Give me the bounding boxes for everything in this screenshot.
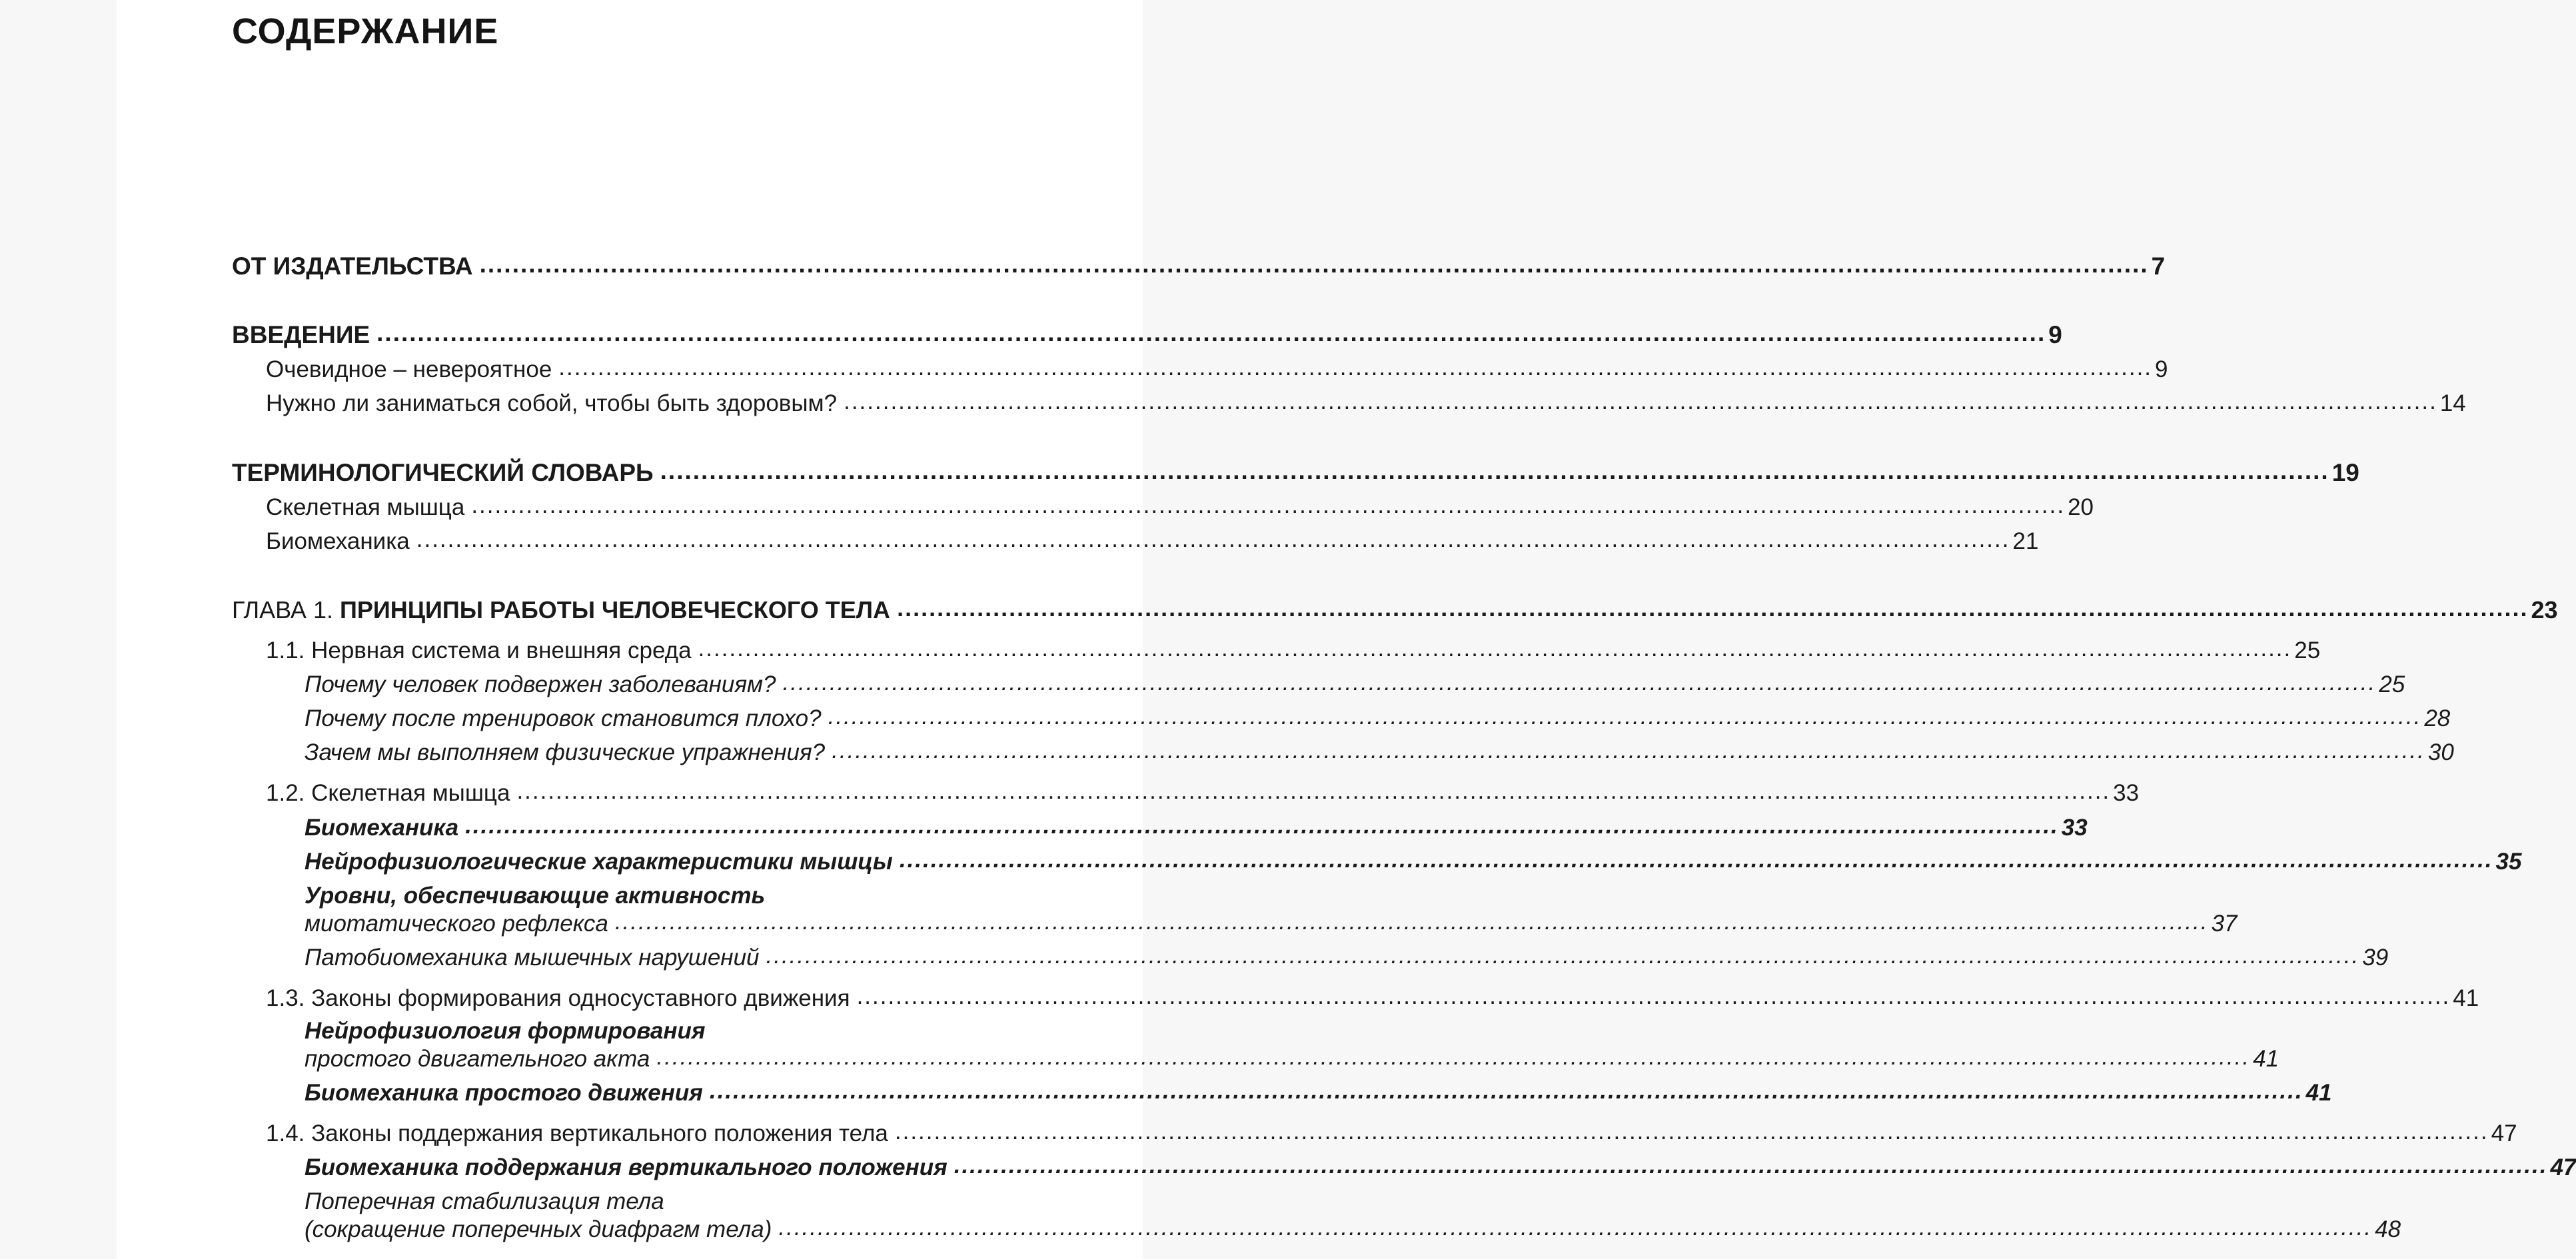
toc-page-number: 37 — [2211, 911, 2238, 937]
toc-page-number: 25 — [2379, 671, 2405, 697]
toc-page-number: 21 — [2012, 528, 2039, 554]
toc-entry-label-line1: Уровни, обеспечивающие активность — [305, 883, 766, 909]
toc-entry-label: Нужно ли заниматься собой, чтобы быть здоровым? — [266, 390, 838, 416]
toc-leader: ............................................................................................................................................................................................................ — [778, 1214, 2373, 1240]
toc-leader: ............................................................................................................................................................................................................ — [614, 909, 2209, 935]
toc-entry-label: Скелетная мышца — [266, 494, 465, 520]
toc-entry-label: 1.4. Законы поддержания вертикального положения тела — [266, 1120, 888, 1146]
toc-leader: ............................................................................................................................................................................................................ — [558, 354, 2153, 380]
toc-entry — [266, 635, 2321, 664]
toc-entry-label: ОТ ИЗДАТЕЛЬСТВА — [232, 252, 473, 280]
toc-page-number: 41 — [2253, 1046, 2279, 1072]
toc-page-number: 41 — [2305, 1080, 2332, 1106]
toc-page-number: 33 — [2061, 815, 2088, 841]
toc-page-number: 33 — [2113, 780, 2140, 806]
toc-entry — [232, 319, 2062, 349]
toc-entry-label: ТЕРМИНОЛОГИЧЕСКИЙ СЛОВАРЬ — [232, 459, 654, 486]
toc-page-number: 23 — [2531, 596, 2558, 624]
toc-leader: ............................................................................................................................................................................................................ — [660, 457, 2329, 484]
toc-entry-label: ПРИНЦИПЫ РАБОТЫ ЧЕЛОВЕЧЕСКОГО ТЕЛА — [339, 596, 891, 624]
toc-entry-label: Почему после тренировок становится плохо? — [305, 705, 822, 731]
toc-entry-label: Зачем мы выполняем физические упражнения? — [305, 739, 826, 765]
toc-entry-label-line1: Нейрофизиология формирования — [305, 1018, 706, 1044]
toc-leader: ............................................................................................................................................................................................................ — [471, 492, 2066, 518]
toc-entry — [305, 943, 2389, 971]
toc-page-number: 47 — [2491, 1120, 2517, 1146]
toc-entry-label-line1: Поперечная стабилизация тела — [305, 1188, 664, 1214]
toc-page-number: 48 — [2375, 1216, 2401, 1242]
toc-leader: ............................................................................................................................................................................................................ — [709, 1078, 2303, 1104]
toc-entry-label: Биомеханика простого движения — [305, 1080, 703, 1106]
toc-entry-label: Почему человек подвержен заболеваниям? — [305, 671, 776, 697]
toc-leader: ............................................................................................................................................................................................................ — [376, 319, 2046, 346]
toc-page-number: 20 — [2068, 494, 2094, 520]
toc-entry — [266, 388, 2466, 417]
toc-leader: ............................................................................................................................................................................................................ — [894, 1118, 2489, 1144]
toc-page-number: 30 — [2427, 739, 2454, 765]
toc-leader: ............................................................................................................................................................................................................ — [897, 594, 2529, 622]
page-title: СОДЕРЖАНИЕ — [232, 11, 499, 51]
toc-leader: ............................................................................................................................................................................................................ — [766, 943, 2360, 969]
toc-leader: ............................................................................................................................................................................................................ — [698, 635, 2292, 661]
toc-page-number: 39 — [2362, 945, 2389, 971]
toc-entry-label: Очевидное – невероятное — [266, 356, 552, 382]
toc-entry — [266, 1118, 2517, 1147]
toc-entry-label: Нейрофизиологические характеристики мышцы — [305, 849, 893, 875]
toc-entry-label: (сокращение поперечных диафрагм тела) — [305, 1216, 772, 1242]
toc-leader: ............................................................................................................................................................................................................ — [479, 250, 2149, 278]
toc-leader: ............................................................................................................................................................................................................ — [832, 737, 2425, 763]
toc-leader: ............................................................................................................................................................................................................ — [899, 847, 2493, 873]
toc-entry-label: 1.3. Законы формирования односуставного движения — [266, 985, 850, 1011]
toc-entry-label: ВВЕДЕНИЕ — [232, 321, 370, 348]
toc-entry — [266, 983, 2479, 1012]
toc-entry — [232, 250, 2166, 280]
toc-entry — [305, 1214, 2401, 1243]
toc-entry — [266, 526, 2039, 555]
toc-leader: ............................................................................................................................................................................................................ — [856, 983, 2451, 1009]
toc-page-number: 47 — [2550, 1154, 2576, 1180]
toc-leader: ............................................................................................................................................................................................................ — [954, 1152, 2548, 1178]
toc-entry — [305, 813, 2088, 841]
toc-entry-label: 1.2. Скелетная мышца — [266, 780, 510, 806]
toc-entry — [305, 737, 2454, 766]
toc-entry-label: простого двигательного акта — [305, 1046, 650, 1072]
toc-entry-label: Биомеханика поддержания вертикального положения — [305, 1154, 948, 1180]
toc-entry — [266, 492, 2094, 521]
toc-leader: ............................................................................................................................................................................................................ — [465, 813, 2059, 839]
toc-leader: ............................................................................................................................................................................................................ — [828, 703, 2422, 729]
toc-entry-label: миотатического рефлекса — [305, 911, 608, 937]
toc-page-number: 9 — [2048, 321, 2062, 348]
toc-page-number: 9 — [2155, 356, 2168, 382]
toc-entry-label: Патобиомеханика мышечных нарушений — [305, 945, 760, 971]
toc-chapter-entry — [232, 594, 2558, 624]
toc-entry — [305, 1152, 2576, 1181]
toc-entry — [266, 778, 2140, 807]
toc-page-number: 41 — [2453, 985, 2479, 1011]
toc-leader: ............................................................................................................................................................................................................ — [516, 778, 2111, 804]
toc-entry — [305, 909, 2238, 937]
toc-entry — [266, 354, 2168, 383]
toc-entry — [305, 669, 2405, 698]
toc-page-number: 7 — [2151, 252, 2166, 280]
toc-entry — [305, 703, 2451, 732]
toc-entry — [305, 847, 2522, 875]
chapter-prefix: ГЛАВА 1. — [232, 596, 333, 624]
toc-entry — [305, 1078, 2332, 1106]
toc-entry-label: 1.1. Нервная система и внешняя среда — [266, 637, 692, 663]
toc-entry-label: Биомеханика — [305, 815, 459, 841]
toc-entry — [305, 1044, 2279, 1072]
toc-page-number: 28 — [2424, 705, 2451, 731]
toc-leader: ............................................................................................................................................................................................................ — [416, 526, 2010, 552]
toc-page-number: 25 — [2294, 637, 2321, 663]
toc-entry-label: Биомеханика — [266, 528, 410, 554]
toc-leader: ............................................................................................................................................................................................................ — [782, 669, 2377, 695]
toc-leader: ............................................................................................................................................................................................................ — [656, 1044, 2251, 1070]
toc-page-number: 35 — [2495, 849, 2522, 875]
toc-leader: ............................................................................................................................................................................................................ — [844, 388, 2437, 414]
toc-page-number: 19 — [2331, 459, 2359, 486]
toc-page-number: 14 — [2439, 390, 2466, 416]
toc-entry — [232, 457, 2359, 487]
